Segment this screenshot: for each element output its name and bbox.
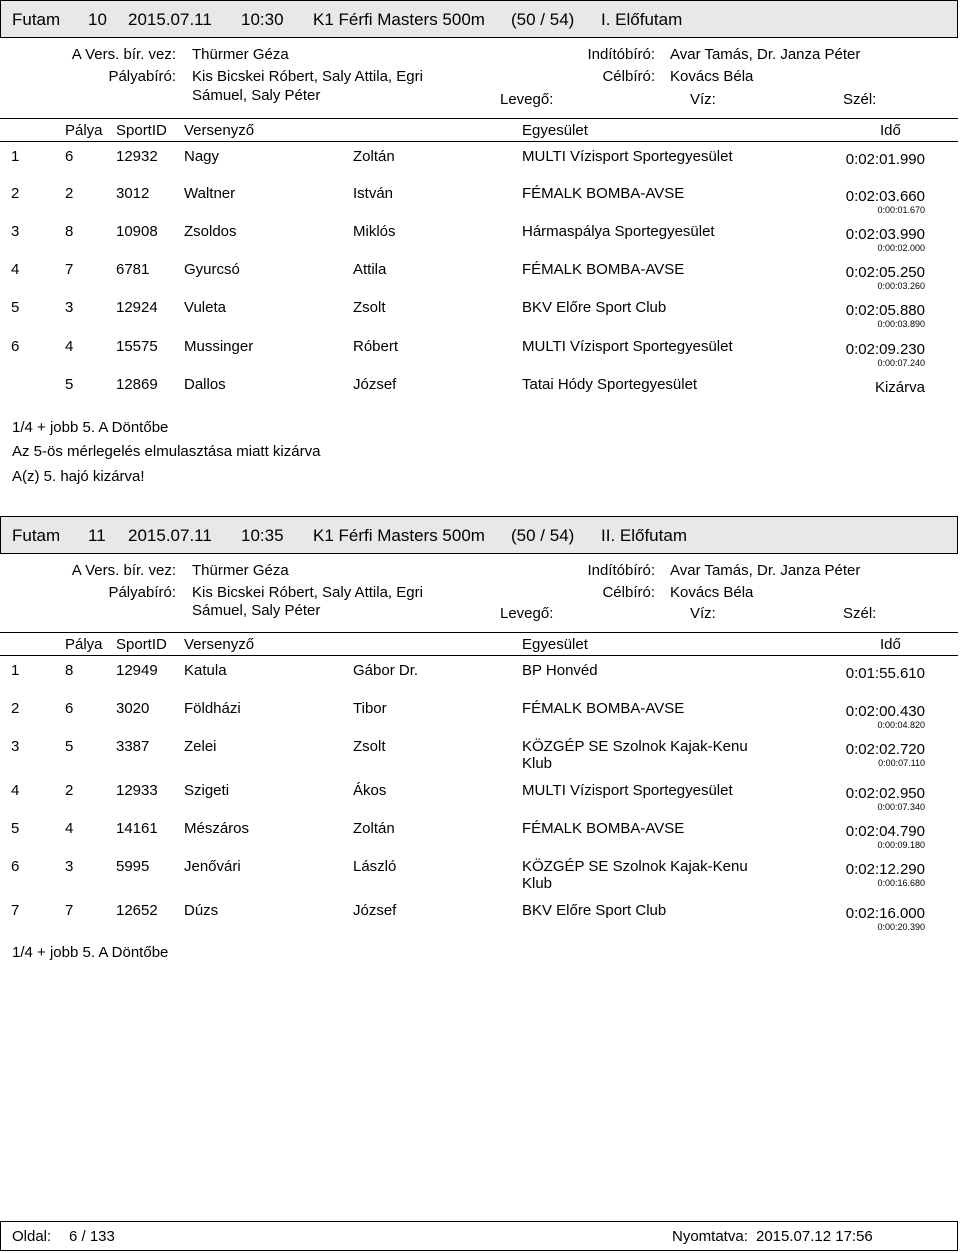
club: Hármaspálya Sportegyesület xyxy=(522,223,715,240)
cel-value: Kovács Béla xyxy=(670,584,754,601)
viz-label: Víz: xyxy=(690,91,716,108)
race-event: K1 Férfi Masters 500m xyxy=(313,10,485,29)
sport-id: 12652 xyxy=(116,902,158,919)
race-count: (50 / 54) xyxy=(511,526,575,545)
printed-label: Nyomtatva: xyxy=(672,1228,748,1245)
col-egyesulet: Egyesület xyxy=(522,122,588,139)
last-name: Mészáros xyxy=(184,820,250,837)
table-row xyxy=(0,299,958,337)
sport-id: 3020 xyxy=(116,700,150,717)
place: 4 xyxy=(11,261,20,278)
last-name: Katula xyxy=(184,662,227,679)
place: 2 xyxy=(11,185,20,202)
result-time: 0:02:01.990 xyxy=(845,151,925,168)
place: 1 xyxy=(11,662,20,679)
sport-id: 15575 xyxy=(116,338,158,355)
sport-id: 5995 xyxy=(116,858,150,875)
futam-label: Futam xyxy=(12,526,61,545)
table-row xyxy=(0,185,958,223)
time-diff: 0:00:07.110 xyxy=(878,758,925,768)
sport-id: 10908 xyxy=(116,223,158,240)
col-palya: Pálya xyxy=(65,122,103,139)
col-versenyzo: Versenyző xyxy=(184,636,255,653)
lane: 4 xyxy=(65,338,74,355)
last-name: Mussinger xyxy=(184,338,254,355)
time-diff: 0:00:04.820 xyxy=(877,720,925,730)
race-event: K1 Férfi Masters 500m xyxy=(313,526,485,545)
lane: 5 xyxy=(65,738,74,755)
sport-id: 6781 xyxy=(116,261,150,278)
first-name: Miklós xyxy=(353,223,396,240)
last-name: Jenővári xyxy=(184,858,241,875)
indito-value: Avar Tamás, Dr. Janza Péter xyxy=(670,46,861,63)
result-time: 0:02:09.230 xyxy=(845,341,925,358)
first-name: Zsolt xyxy=(353,738,386,755)
time-diff: 0:00:20.390 xyxy=(877,922,925,932)
page-label: Oldal: xyxy=(12,1228,52,1245)
table-row xyxy=(0,376,958,414)
first-name: József xyxy=(353,376,397,393)
table-row xyxy=(0,700,958,738)
szel-label: Szél: xyxy=(843,91,877,108)
lane: 7 xyxy=(65,261,74,278)
place: 5 xyxy=(11,820,20,837)
last-name: Dallos xyxy=(184,376,226,393)
sport-id: 12933 xyxy=(116,782,158,799)
lane: 6 xyxy=(65,148,74,165)
club: KÖZGÉP SE Szolnok Kajak-Kenu xyxy=(522,738,748,755)
race-header xyxy=(0,0,958,38)
result-status: Kizárva xyxy=(874,379,925,396)
table-row xyxy=(0,820,958,858)
table-row xyxy=(0,858,958,900)
palya-label: Pályabíró: xyxy=(108,584,176,601)
vers-value: Thürmer Géza xyxy=(192,562,289,579)
vers-value: Thürmer Géza xyxy=(192,46,289,63)
first-name: Zsolt xyxy=(353,299,386,316)
first-name: Gábor Dr. xyxy=(353,662,419,679)
result-time: 0:01:55.610 xyxy=(845,665,925,682)
place: 6 xyxy=(11,338,20,355)
time-diff: 0:00:07.340 xyxy=(877,802,925,812)
indito-value: Avar Tamás, Dr. Janza Péter xyxy=(670,562,861,579)
first-name: István xyxy=(353,185,394,202)
result-time: 0:02:02.950 xyxy=(845,785,925,802)
printed-timestamp: 2015.07.12 17:56 xyxy=(756,1228,873,1245)
col-palya: Pálya xyxy=(65,636,103,653)
result-time: 0:02:16.000 xyxy=(845,905,925,922)
time-diff: 0:00:02.000 xyxy=(877,243,925,253)
levego-label: Levegő: xyxy=(500,605,554,622)
time-diff: 0:00:09.180 xyxy=(877,840,925,850)
lane: 6 xyxy=(65,700,74,717)
result-time: 0:02:04.790 xyxy=(845,823,925,840)
col-ido: Idő xyxy=(880,122,901,139)
col-egyesulet: Egyesület xyxy=(522,636,588,653)
lane: 2 xyxy=(65,782,74,799)
first-name: Zoltán xyxy=(353,148,395,165)
time-diff: 0:00:07.240 xyxy=(877,358,925,368)
race-date: 2015.07.11 xyxy=(128,526,212,545)
last-name: Zsoldos xyxy=(184,223,237,240)
time-diff: 0:00:01.670 xyxy=(877,205,925,215)
lane: 8 xyxy=(65,223,74,240)
club: FÉMALK BOMBA-AVSE xyxy=(522,261,685,278)
race-phase: I. Előfutam xyxy=(601,10,683,29)
page-number: 6 / 133 xyxy=(69,1228,115,1245)
viz-label: Víz: xyxy=(690,605,716,622)
first-name: Ákos xyxy=(353,782,387,799)
sport-id: 3387 xyxy=(116,738,150,755)
last-name: Szigeti xyxy=(184,782,230,799)
last-name: Dúzs xyxy=(184,902,219,919)
place: 3 xyxy=(11,223,20,240)
column-header-row xyxy=(0,632,958,656)
last-name: Földházi xyxy=(184,700,241,717)
sport-id: 3012 xyxy=(116,185,150,202)
lane: 5 xyxy=(65,376,74,393)
result-time: 0:02:00.430 xyxy=(845,703,925,720)
page-footer xyxy=(0,1221,958,1251)
place: 1 xyxy=(11,148,20,165)
cel-label: Célbíró: xyxy=(602,584,655,601)
last-name: Zelei xyxy=(184,738,217,755)
first-name: Attila xyxy=(353,261,387,278)
vers-label: A Vers. bír. vez: xyxy=(71,46,176,63)
lane: 8 xyxy=(65,662,74,679)
race-number: 10 xyxy=(88,10,107,29)
club: BKV Előre Sport Club xyxy=(522,902,667,919)
disqualification-reason: Az 5-ös mérlegelés elmulasztása miatt kizárva xyxy=(12,443,321,460)
result-time: 0:02:03.990 xyxy=(845,226,925,243)
result-time: 0:02:12.290 xyxy=(845,861,925,878)
race-header xyxy=(0,516,958,554)
first-name: József xyxy=(353,902,397,919)
table-row xyxy=(0,662,958,700)
place: 3 xyxy=(11,738,20,755)
race-date: 2015.07.11 xyxy=(128,10,212,29)
result-time: 0:02:03.660 xyxy=(845,188,925,205)
first-name: Tibor xyxy=(353,700,387,717)
last-name: Waltner xyxy=(184,185,236,202)
table-row xyxy=(0,338,958,376)
indito-label: Indítóbíró: xyxy=(587,562,655,579)
szel-label: Szél: xyxy=(843,605,877,622)
club: MULTI Vízisport Sportegyesület xyxy=(522,148,733,165)
time-diff: 0:00:16.680 xyxy=(877,878,925,888)
club-continued: Klub xyxy=(522,875,553,892)
table-row xyxy=(0,902,958,940)
race-time: 10:35 xyxy=(241,526,284,545)
col-sportid: SportID xyxy=(116,122,167,139)
first-name: László xyxy=(353,858,397,875)
levego-label: Levegő: xyxy=(500,91,554,108)
club: MULTI Vízisport Sportegyesület xyxy=(522,782,733,799)
indito-label: Indítóbíró: xyxy=(587,46,655,63)
vers-label: A Vers. bír. vez: xyxy=(71,562,176,579)
lane: 3 xyxy=(65,858,74,875)
first-name: Róbert xyxy=(353,338,399,355)
sport-id: 12869 xyxy=(116,376,158,393)
sport-id: 14161 xyxy=(116,820,158,837)
race-count: (50 / 54) xyxy=(511,10,575,29)
result-time: 0:02:02.720 xyxy=(845,741,925,758)
first-name: Zoltán xyxy=(353,820,395,837)
race-phase: II. Előfutam xyxy=(601,526,687,545)
palya-value-cont: Sámuel, Saly Péter xyxy=(192,87,321,104)
sport-id: 12949 xyxy=(116,662,158,679)
table-row xyxy=(0,148,958,186)
club: MULTI Vízisport Sportegyesület xyxy=(522,338,733,355)
lane: 7 xyxy=(65,902,74,919)
club: BKV Előre Sport Club xyxy=(522,299,667,316)
club: BP Honvéd xyxy=(522,662,598,679)
club: FÉMALK BOMBA-AVSE xyxy=(522,700,685,717)
place: 2 xyxy=(11,700,20,717)
place: 6 xyxy=(11,858,20,875)
race-number: 11 xyxy=(88,526,106,545)
place: 4 xyxy=(11,782,20,799)
lane: 4 xyxy=(65,820,74,837)
time-diff: 0:00:03.890 xyxy=(877,319,925,329)
result-time: 0:02:05.250 xyxy=(845,264,925,281)
palya-value-cont: Sámuel, Saly Péter xyxy=(192,602,321,619)
place: 5 xyxy=(11,299,20,316)
futam-label: Futam xyxy=(12,10,61,29)
table-row xyxy=(0,223,958,261)
sport-id: 12924 xyxy=(116,299,158,316)
col-versenyzo: Versenyző xyxy=(184,122,255,139)
table-row xyxy=(0,261,958,299)
col-ido: Idő xyxy=(880,636,901,653)
last-name: Gyurcsó xyxy=(184,261,240,278)
table-row xyxy=(0,782,958,820)
qualification-note: 1/4 + jobb 5. A Döntőbe xyxy=(12,944,169,961)
club: FÉMALK BOMBA-AVSE xyxy=(522,185,685,202)
lane: 2 xyxy=(65,185,74,202)
last-name: Nagy xyxy=(184,148,220,165)
disqualification-notice: A(z) 5. hajó kizárva! xyxy=(12,468,145,485)
col-sportid: SportID xyxy=(116,636,167,653)
column-header-row xyxy=(0,118,958,142)
palya-value: Kis Bicskei Róbert, Saly Attila, Egri xyxy=(192,584,423,601)
time-diff: 0:00:03.260 xyxy=(877,281,925,291)
club: FÉMALK BOMBA-AVSE xyxy=(522,820,685,837)
sport-id: 12932 xyxy=(116,148,158,165)
cel-value: Kovács Béla xyxy=(670,68,754,85)
race-time: 10:30 xyxy=(241,10,284,29)
club-continued: Klub xyxy=(522,755,553,772)
palya-label: Pályabíró: xyxy=(108,68,176,85)
table-row xyxy=(0,738,958,780)
result-time: 0:02:05.880 xyxy=(845,302,925,319)
club: KÖZGÉP SE Szolnok Kajak-Kenu xyxy=(522,858,748,875)
qualification-note: 1/4 + jobb 5. A Döntőbe xyxy=(12,419,169,436)
palya-value: Kis Bicskei Róbert, Saly Attila, Egri xyxy=(192,68,423,85)
last-name: Vuleta xyxy=(184,299,226,316)
cel-label: Célbíró: xyxy=(602,68,655,85)
club: Tatai Hódy Sportegyesület xyxy=(522,376,698,393)
lane: 3 xyxy=(65,299,74,316)
place: 7 xyxy=(11,902,20,919)
